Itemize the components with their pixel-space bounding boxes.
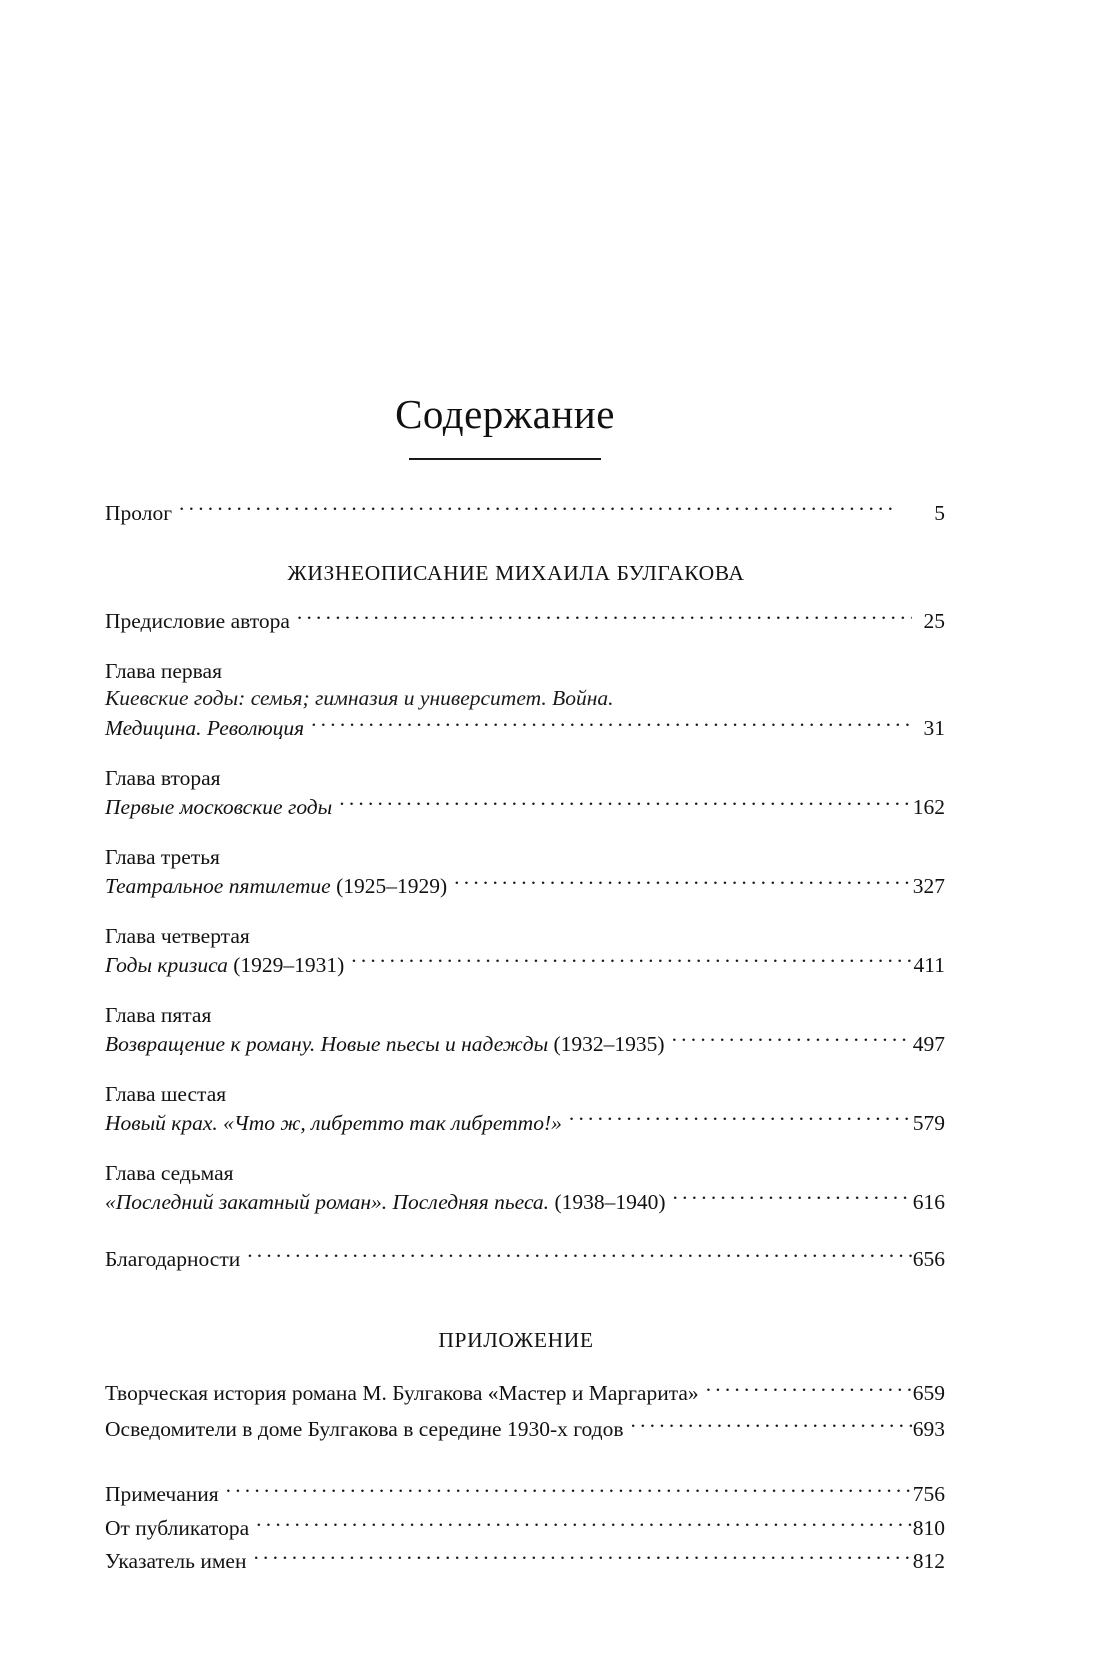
toc-entry-appendix-1[interactable] bbox=[105, 1379, 945, 1408]
toc-entry-preface[interactable] bbox=[105, 606, 945, 635]
toc-entry-acknowledgements[interactable] bbox=[105, 1244, 945, 1273]
toc-entry-label: Осведомители в доме Булгакова в середине 1930-х годов bbox=[105, 1416, 624, 1441]
toc-chapter-four[interactable] bbox=[105, 923, 945, 980]
toc-entry-label: От публикатора bbox=[105, 1515, 250, 1540]
chapter-label: Глава вторая bbox=[105, 765, 221, 790]
toc-entry-page: 497 bbox=[912, 1031, 945, 1056]
dot-leader bbox=[351, 950, 912, 972]
chapter-label: Глава седьмая bbox=[105, 1160, 234, 1185]
dot-leader bbox=[253, 1547, 911, 1569]
chapter-title-last-line bbox=[105, 950, 945, 979]
dot-leader bbox=[673, 1187, 912, 1209]
toc-entry-label: Примечания bbox=[105, 1482, 219, 1507]
toc-entry-label: Пролог bbox=[105, 500, 173, 525]
chapter-title-text: Театральное пятилетие bbox=[105, 873, 331, 898]
toc-entry-page: 5 bbox=[934, 500, 945, 525]
toc-entry-page: 659 bbox=[912, 1381, 945, 1406]
dot-leader bbox=[256, 1513, 912, 1535]
toc-entry-page: 756 bbox=[912, 1482, 945, 1507]
chapter-title-last-line bbox=[105, 871, 945, 900]
chapter-title-line: Киевские годы: семья; гимназия и университет. Война. bbox=[105, 686, 614, 711]
dot-leader bbox=[631, 1414, 912, 1436]
toc-entry-label: Предисловие автора bbox=[105, 608, 290, 633]
chapter-title-text: Возвращение к роману. Новые пьесы и надежды bbox=[105, 1031, 549, 1056]
chapter-label: Глава третья bbox=[105, 844, 220, 869]
toc-entry-name-index[interactable] bbox=[105, 1547, 945, 1576]
toc-entry-label: Творческая история романа М. Булгакова «Мастер и Маргарита» bbox=[105, 1381, 699, 1406]
chapter-years: (1925–1929) bbox=[336, 873, 448, 898]
toc-chapter-five[interactable] bbox=[105, 1002, 945, 1059]
toc-entry-label bbox=[105, 1031, 665, 1059]
toc-entry-from-publisher[interactable] bbox=[105, 1513, 945, 1542]
toc-entry-page: 656 bbox=[912, 1246, 945, 1271]
dot-leader bbox=[179, 498, 897, 520]
chapter-title-text: Годы кризиса bbox=[105, 952, 228, 977]
toc-entry-page: 162 bbox=[912, 794, 945, 819]
chapter-label: Глава первая bbox=[105, 658, 222, 683]
toc-entry-page: 693 bbox=[912, 1416, 945, 1441]
chapter-title-text: «Последний закатный роман». Последняя пьеса. bbox=[105, 1189, 550, 1214]
section-heading-biography: ЖИЗНЕОПИСАНИЕ МИХАИЛА БУЛГАКОВА bbox=[287, 561, 745, 586]
toc-entry-label bbox=[105, 952, 344, 980]
chapter-title-last-line bbox=[105, 1187, 945, 1216]
toc-entry-page: 616 bbox=[912, 1189, 945, 1214]
back-matter-entries bbox=[105, 1480, 945, 1576]
chapter-label: Глава четвертая bbox=[105, 923, 250, 948]
title-divider bbox=[409, 458, 601, 460]
toc-chapter-two[interactable] bbox=[105, 765, 945, 822]
section-heading-appendix: ПРИЛОЖЕНИЕ bbox=[438, 1327, 594, 1352]
page-title: Содержание bbox=[395, 391, 615, 437]
chapter-title-last-line bbox=[105, 1029, 945, 1058]
chapter-title-last-line bbox=[105, 792, 945, 821]
chapter-label: Глава шестая bbox=[105, 1081, 227, 1106]
toc-entry-page: 810 bbox=[912, 1515, 945, 1540]
toc-entry-label: Указатель имен bbox=[105, 1549, 247, 1574]
toc-entry-page: 31 bbox=[923, 715, 945, 740]
toc-entry-appendix-2[interactable] bbox=[105, 1414, 945, 1443]
toc-entry-page: 411 bbox=[913, 952, 945, 977]
toc-entries-container bbox=[105, 498, 945, 1580]
dot-leader bbox=[672, 1029, 912, 1051]
dot-leader bbox=[339, 792, 912, 814]
toc-entry-notes[interactable] bbox=[105, 1480, 945, 1509]
chapter-years: (1938–1940) bbox=[554, 1189, 666, 1214]
chapter-title-last-line bbox=[105, 1108, 945, 1137]
toc-chapter-seven[interactable] bbox=[105, 1160, 945, 1217]
toc-entry-page: 25 bbox=[923, 608, 945, 633]
toc-entry-label: Новый крах. «Что ж, либретто так либретто!» bbox=[105, 1110, 562, 1135]
chapter-title-last-line bbox=[105, 713, 945, 742]
appendix-entries bbox=[105, 1379, 945, 1444]
toc-entry-label: Благодарности bbox=[105, 1246, 241, 1271]
toc-chapter-three[interactable] bbox=[105, 844, 945, 901]
toc-entry-prologue[interactable] bbox=[105, 498, 945, 527]
toc-entry-label bbox=[105, 1189, 666, 1217]
dot-leader bbox=[247, 1244, 912, 1266]
chapter-years: (1929–1931) bbox=[233, 952, 345, 977]
toc-title-block bbox=[0, 393, 1010, 460]
dot-leader bbox=[706, 1379, 912, 1401]
dot-leader bbox=[226, 1480, 912, 1502]
toc-entry-label bbox=[105, 873, 447, 901]
toc-chapter-one[interactable] bbox=[105, 658, 945, 743]
toc-entry-page: 579 bbox=[912, 1110, 945, 1135]
chapter-label: Глава пятая bbox=[105, 1002, 212, 1027]
toc-entry-label: Первые московские годы bbox=[105, 794, 333, 819]
toc-entry-page: 327 bbox=[912, 873, 945, 898]
dot-leader bbox=[569, 1108, 912, 1130]
toc-entry-page: 812 bbox=[912, 1549, 945, 1574]
toc-entry-label: Медицина. Революция bbox=[105, 715, 305, 740]
toc-chapter-six[interactable] bbox=[105, 1081, 945, 1138]
dot-leader bbox=[297, 606, 912, 628]
dot-leader bbox=[454, 871, 912, 893]
dot-leader bbox=[311, 713, 911, 735]
chapter-years: (1932–1935) bbox=[553, 1031, 665, 1056]
